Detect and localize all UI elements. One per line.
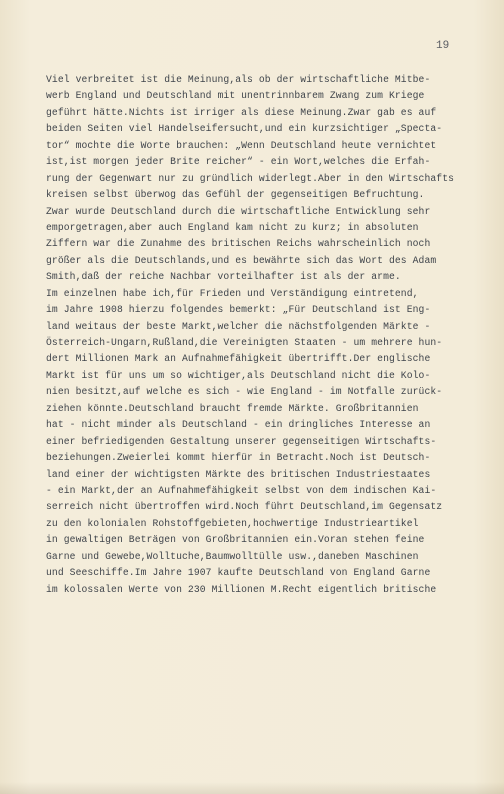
typed-text-body <box>46 72 496 598</box>
text-line: im kolossalen Werte von 230 Millionen M.Recht eigentlich britische <box>46 583 437 595</box>
text-line: einer befriedigenden Gestaltung unserer gegenseitigen Wirtschafts- <box>46 435 437 447</box>
text-line: Smith,daß der reiche Nachbar vorteilhafter ist als der arme. <box>46 271 401 283</box>
page-number: 19 <box>436 40 450 52</box>
text-line: geführt hätte.Nichts ist irriger als diese Meinung.Zwar gab es auf <box>46 106 437 118</box>
text-line: Garne und Gewebe,Wolltuche,Baumwolltülle usw.,daneben Maschinen <box>46 550 419 562</box>
text-line: kreisen selbst überwog das Gefühl der gegenseitigen Befruchtung. <box>46 189 425 201</box>
text-line: und Seeschiffe.Im Jahre 1907 kaufte Deutschland von England Garne <box>46 567 431 579</box>
text-line: rung der Gegenwart nur zu gründlich widerlegt.Aber in den Wirtschafts <box>46 172 455 184</box>
text-line: Markt ist für uns um so wichtiger,als Deutschland nicht die Kolo- <box>46 369 431 381</box>
text-line: in gewaltigen Beträgen von Großbritannien ein.Voran stehen feine <box>46 534 425 546</box>
text-line: zu den kolonialen Rohstoffgebieten,hochwertige Industrieartikel <box>46 517 419 529</box>
text-line: nien besitzt,auf welche es sich - wie England - im Notfalle zurück- <box>46 386 443 398</box>
text-line: ziehen könnte.Deutschland braucht fremde Märkte. Großbritannien <box>46 402 419 414</box>
text-line: Viel verbreitet ist die Meinung,als ob der wirtschaftliche Mitbe- <box>46 74 431 85</box>
text-line: tor“ mochte die Worte brauchen: „Wenn Deutschland heute vernichtet <box>46 139 437 151</box>
text-line: größer als die Deutschlands,und es bewährte sich das Wort des Adam <box>46 254 437 266</box>
text-line: Ziffern war die Zunahme des britischen Reichs wahrscheinlich noch <box>46 238 431 250</box>
text-line: land weitaus der beste Markt,welcher die nächstfolgenden Märkte - <box>46 320 431 332</box>
text-line: Zwar wurde Deutschland durch die wirtschaftliche Entwicklung sehr <box>46 205 431 217</box>
page-edge-shadow <box>0 782 504 794</box>
text-line: Österreich-Ungarn,Rußland,die Vereinigten Staaten - um mehrere hun- <box>46 337 443 348</box>
text-line: beiden Seiten viel Handelseifersucht,und ein kurzsichtiger „Specta- <box>46 123 443 135</box>
text-line: dert Millionen Mark an Aufnahmefähigkeit übertrifft.Der englische <box>46 353 431 365</box>
text-line: Im einzelnen habe ich,für Frieden und Verständigung eintretend, <box>46 287 419 299</box>
text-line: werb England und Deutschland mit unentrinnbarem Zwang zum Kriege <box>46 90 425 102</box>
text-line: hat - nicht minder als Deutschland - ein dringliches Interesse an <box>46 419 431 431</box>
text-line: im Jahre 1908 hierzu folgendes bemerkt: „Für Deutschland ist Eng- <box>46 304 431 316</box>
text-line: - ein Markt,der an Aufnahmefähigkeit selbst von dem indischen Kai- <box>46 484 437 496</box>
text-line: emporgetragen,aber auch England kam nicht zu kurz; in absoluten <box>46 221 419 233</box>
text-line: ist,ist morgen jeder Brite reicher“ - ein Wort,welches die Erfah- <box>46 156 431 168</box>
text-line: serreich nicht übertroffen wird.Noch führt Deutschland,im Gegensatz <box>46 501 443 513</box>
text-line: beziehungen.Zweierlei kommt hierfür in Betracht.Noch ist Deutsch- <box>46 452 431 464</box>
text-line: land einer der wichtigsten Märkte des britischen Industriestaates <box>46 468 431 480</box>
